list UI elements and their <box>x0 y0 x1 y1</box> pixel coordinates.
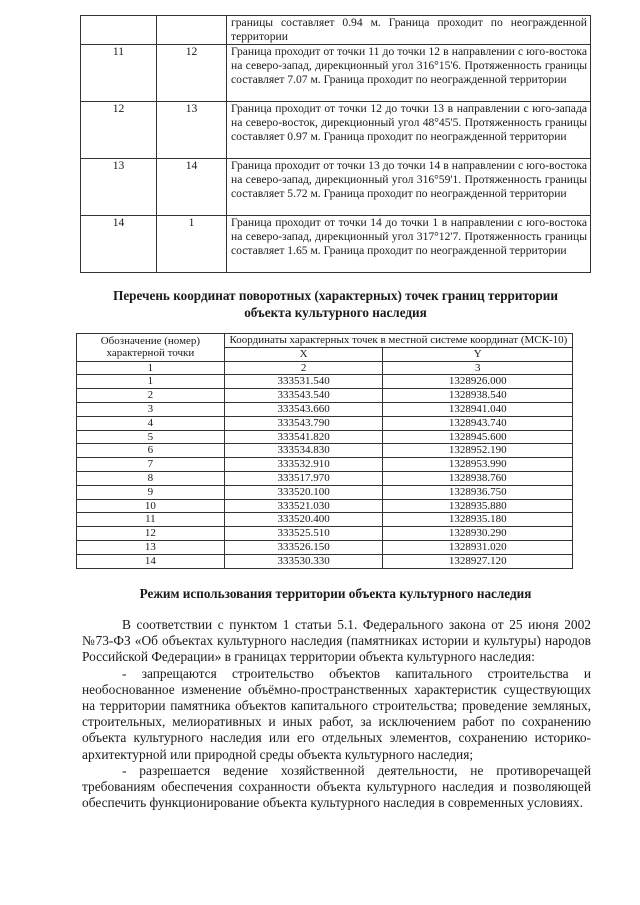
table-row <box>77 554 573 568</box>
x-coordinate: 333531.540 <box>224 375 383 389</box>
boundary-description-cell: Граница проходит от точки 11 до точки 12 в направлении с юго-востока на северо-запад, дирекционный угол 316°15'6. Протяженность границы составляет 7.07 м. Граница проходит по неогражденной территории <box>227 45 591 102</box>
point-number: 6 <box>77 444 225 458</box>
boundary-description-cell: Граница проходит от точки 12 до точки 13 в направлении с юго-запада на северо-восток, дирекционный угол 48°45'5. Протяженность границы составляет 0.97 м. Граница проходит по неогражденной территории <box>227 102 591 159</box>
x-coordinate: 333526.150 <box>224 540 383 554</box>
x-coordinate: 333520.100 <box>224 485 383 499</box>
y-coordinate: 1328941.040 <box>383 402 573 416</box>
point-number: 1 <box>77 375 225 389</box>
y-coordinate: 1328943.740 <box>383 416 573 430</box>
y-coordinate: 1328952.190 <box>383 444 573 458</box>
point-number: 12 <box>77 527 225 541</box>
to-point-cell <box>157 16 227 45</box>
point-number: 8 <box>77 471 225 485</box>
y-coordinate: 1328936.750 <box>383 485 573 499</box>
coordinates-title-line-2: объекта культурного наследия <box>244 305 427 320</box>
point-number: 10 <box>77 499 225 513</box>
table-row <box>77 527 573 541</box>
x-coordinate: 333521.030 <box>224 499 383 513</box>
point-number: 13 <box>77 540 225 554</box>
y-coordinate: 1328935.180 <box>383 513 573 527</box>
table-row <box>77 444 573 458</box>
y-coordinate: 1328938.760 <box>383 471 573 485</box>
table-row <box>81 16 591 45</box>
from-point-cell: 13 <box>81 159 157 216</box>
y-coordinate: 1328930.290 <box>383 527 573 541</box>
table-row <box>77 499 573 513</box>
x-coordinate: 333543.540 <box>224 389 383 403</box>
point-designation-header: Обозначение (номер) характерной точки <box>77 334 225 362</box>
point-number: 9 <box>77 485 225 499</box>
usage-section-title: Режим использования территории объекта культурного наследия <box>139 586 532 601</box>
table-row <box>81 216 591 273</box>
table-header-row <box>77 334 573 348</box>
from-point-cell: 11 <box>81 45 157 102</box>
column-number: 3 <box>383 361 573 375</box>
y-coordinate: 1328953.990 <box>383 458 573 472</box>
table-row <box>81 159 591 216</box>
table-row <box>81 45 591 102</box>
point-number: 11 <box>77 513 225 527</box>
point-number: 5 <box>77 430 225 444</box>
table-row <box>77 430 573 444</box>
table-row <box>77 402 573 416</box>
table-row <box>81 102 591 159</box>
to-point-cell: 14 <box>157 159 227 216</box>
table-row <box>77 540 573 554</box>
x-coordinate: 333520.400 <box>224 513 383 527</box>
intro-paragraph: В соответствии с пунктом 1 статьи 5.1. Федерального закона от 25 июня 2002 №73-ФЗ «Об объектах культурного наследия (памятниках истории и культуры) народов Российской Федерации» в границах территории объекта культурного наследия: <box>82 617 591 665</box>
column-number-row <box>77 361 573 375</box>
y-coordinate: 1328931.020 <box>383 540 573 554</box>
boundary-description-cell: Граница проходит от точки 13 до точки 14 в направлении с юго-востока на северо-запад, дирекционный угол 316°59'1. Протяженность границы составляет 5.72 м. Граница проходит по неогражденной территории <box>227 159 591 216</box>
table-row <box>77 485 573 499</box>
x-coordinate: 333534.830 <box>224 444 383 458</box>
point-number: 7 <box>77 458 225 472</box>
y-column-header: Y <box>383 347 573 361</box>
table-row <box>77 375 573 389</box>
column-number: 2 <box>224 361 383 375</box>
x-coordinate: 333525.510 <box>224 527 383 541</box>
coordinates-title-line-1: Перечень координат поворотных (характерных) точек границ территории <box>113 288 558 303</box>
point-number: 3 <box>77 402 225 416</box>
table-row <box>77 389 573 403</box>
from-point-cell: 14 <box>81 216 157 273</box>
point-number: 4 <box>77 416 225 430</box>
x-coordinate: 333543.660 <box>224 402 383 416</box>
y-coordinate: 1328926.000 <box>383 375 573 389</box>
x-coordinate: 333517.970 <box>224 471 383 485</box>
usage-section-body <box>82 617 591 811</box>
point-number: 14 <box>77 554 225 568</box>
boundary-description-cell: Граница проходит от точки 14 до точки 1 в направлении с юго-востока на северо-запад, дирекционный угол 317°12'7. Протяженность границы составляет 1.65 м. Граница проходит по неогражденной территории <box>227 216 591 273</box>
table-row <box>77 513 573 527</box>
table-row <box>77 416 573 430</box>
boundary-description-table <box>80 15 591 273</box>
to-point-cell: 13 <box>157 102 227 159</box>
x-coordinate: 333541.820 <box>224 430 383 444</box>
y-coordinate: 1328945.600 <box>383 430 573 444</box>
boundary-description-cell: границы составляет 0.94 м. Граница проходит по неогражденной территории <box>227 16 591 45</box>
to-point-cell: 1 <box>157 216 227 273</box>
prohibited-activities-paragraph: - запрещаются строительство объектов капитального строительства и необоснованное изменение объёмно-пространственных характеристик существующих на территории памятника объектов капитального строительства; проведение земляных, строительных, мелиоративных и иных работ, за исключением работ по сохранению объекта культурного наследия или его отдельных элементов, сохранению историко-архитектурной или природной среды объекта культурного наследия; <box>82 665 591 762</box>
table-row <box>77 471 573 485</box>
coordinates-header: Координаты характерных точек в местной системе координат (МСК-10) <box>224 334 572 348</box>
x-coordinate: 333530.330 <box>224 554 383 568</box>
x-coordinate: 333543.790 <box>224 416 383 430</box>
x-column-header: X <box>224 347 383 361</box>
coordinates-table <box>76 333 573 569</box>
from-point-cell <box>81 16 157 45</box>
y-coordinate: 1328935.880 <box>383 499 573 513</box>
coordinates-section-title <box>80 287 591 321</box>
column-number: 1 <box>77 361 225 375</box>
x-coordinate: 333532.910 <box>224 458 383 472</box>
table-row <box>77 458 573 472</box>
to-point-cell: 12 <box>157 45 227 102</box>
from-point-cell: 12 <box>81 102 157 159</box>
permitted-activities-paragraph: - разрешается ведение хозяйственной деятельности, не противоречащей требованиям обеспечения сохранности объекта культурного наследия и позволяющей обеспечить функционирование объекта культурного наследия в современных условиях. <box>82 762 591 811</box>
y-coordinate: 1328938.540 <box>383 389 573 403</box>
point-number: 2 <box>77 389 225 403</box>
y-coordinate: 1328927.120 <box>383 554 573 568</box>
